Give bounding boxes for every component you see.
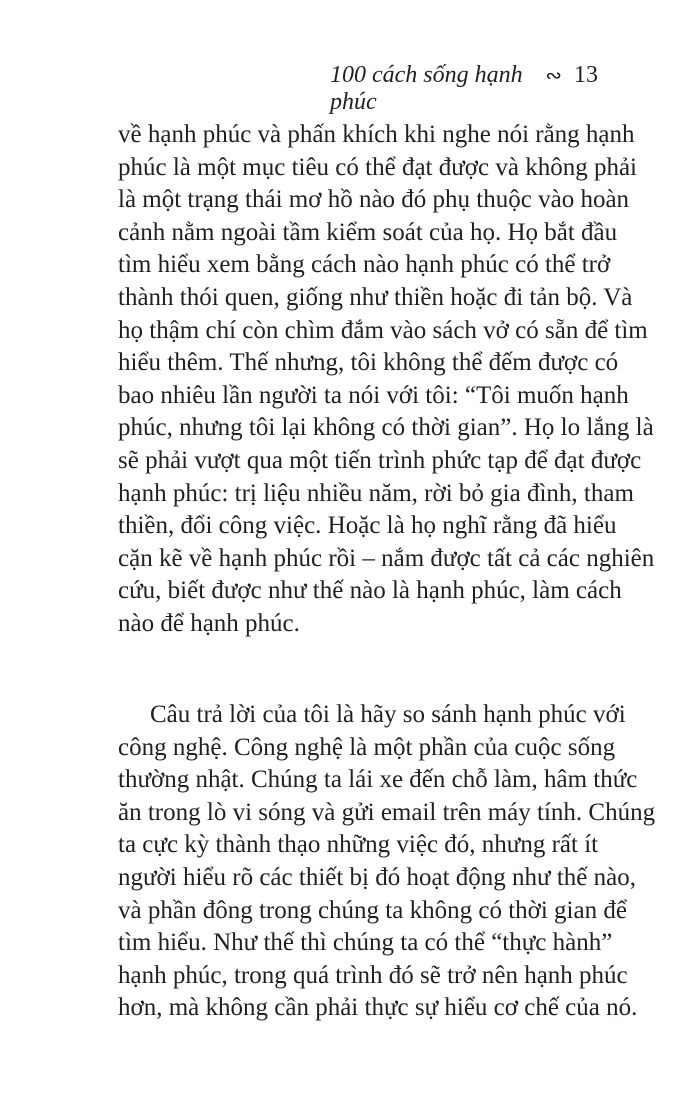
text-line: nào để hạnh phúc.	[118, 609, 300, 637]
text-line: phúc là một mục tiêu có thể đạt được và không phải	[118, 153, 637, 181]
text-line: phúc, nhưng tôi lại không có thời gian”. Họ lo lắng là	[118, 414, 654, 442]
paragraph-1	[118, 119, 655, 641]
text-line: ta cực kỳ thành thạo những việc đó, nhưng rất ít	[118, 831, 599, 859]
text-line: bao nhiêu lần người ta nói với tôi: “Tôi muốn hạnh	[118, 381, 629, 409]
text-line: thiền, đổi công việc. Hoặc là họ nghĩ rằng đã hiểu	[118, 512, 617, 540]
text-line: về hạnh phúc và phấn khích khi nghe nói rằng hạnh	[118, 121, 635, 148]
text-line: là một trạng thái mơ hồ nào đó phụ thuộc vào hoàn	[118, 186, 630, 214]
text-line: và phần đông trong chúng ta không có thời gian để	[118, 896, 627, 924]
page-number: 13	[574, 62, 598, 88]
text-line: công nghệ. Công nghệ là một phần của cuộc sống	[118, 733, 616, 761]
text-line: Câu trả lời của tôi là hãy so sánh hạnh phúc với	[150, 701, 626, 728]
text-line: họ thậm chí còn chìm đắm vào sách vở có sẵn để tìm	[118, 316, 648, 344]
running-header	[330, 62, 598, 116]
paragraph-2	[118, 699, 656, 1025]
text-line: thành thói quen, giống như thiền hoặc đi tản bộ. Và	[118, 283, 633, 311]
text-line: người hiểu rõ các thiết bị đó hoạt động như thế nào,	[118, 863, 636, 891]
text-line: cảnh nằm ngoài tầm kiểm soát của họ. Họ bắt đầu	[118, 218, 618, 246]
book-title: 100 cách sống hạnh phúc	[330, 62, 523, 115]
text-line: cặn kẽ về hạnh phúc rồi – nắm được tất cả các nghiên	[118, 544, 655, 572]
ornament-icon: ∾	[545, 65, 562, 87]
text-line: hạnh phúc: trị liệu nhiều năm, rời bỏ gia đình, tham	[118, 479, 634, 507]
text-line: tìm hiểu xem bằng cách nào hạnh phúc có thể trở	[118, 251, 611, 279]
text-line: tìm hiểu. Như thế thì chúng ta có thể “thực hành”	[118, 929, 613, 957]
text-line: hạnh phúc, trong quá trình đó sẽ trở nên hạnh phúc	[118, 961, 628, 989]
text-line: sẽ phải vượt qua một tiến trình phức tạp để đạt được	[118, 446, 642, 474]
text-line: thường nhật. Chúng ta lái xe đến chỗ làm, hâm thức	[118, 766, 638, 794]
text-line: hiểu thêm. Thế nhưng, tôi không thể đếm được có	[118, 349, 619, 377]
text-line: hơn, mà không cần phải thực sự hiểu cơ chế của nó.	[118, 994, 638, 1022]
text-line: cứu, biết được như thế nào là hạnh phúc, làm cách	[118, 577, 622, 605]
text-line: ăn trong lò vi sóng và gửi email trên máy tính. Chúng	[118, 798, 656, 826]
